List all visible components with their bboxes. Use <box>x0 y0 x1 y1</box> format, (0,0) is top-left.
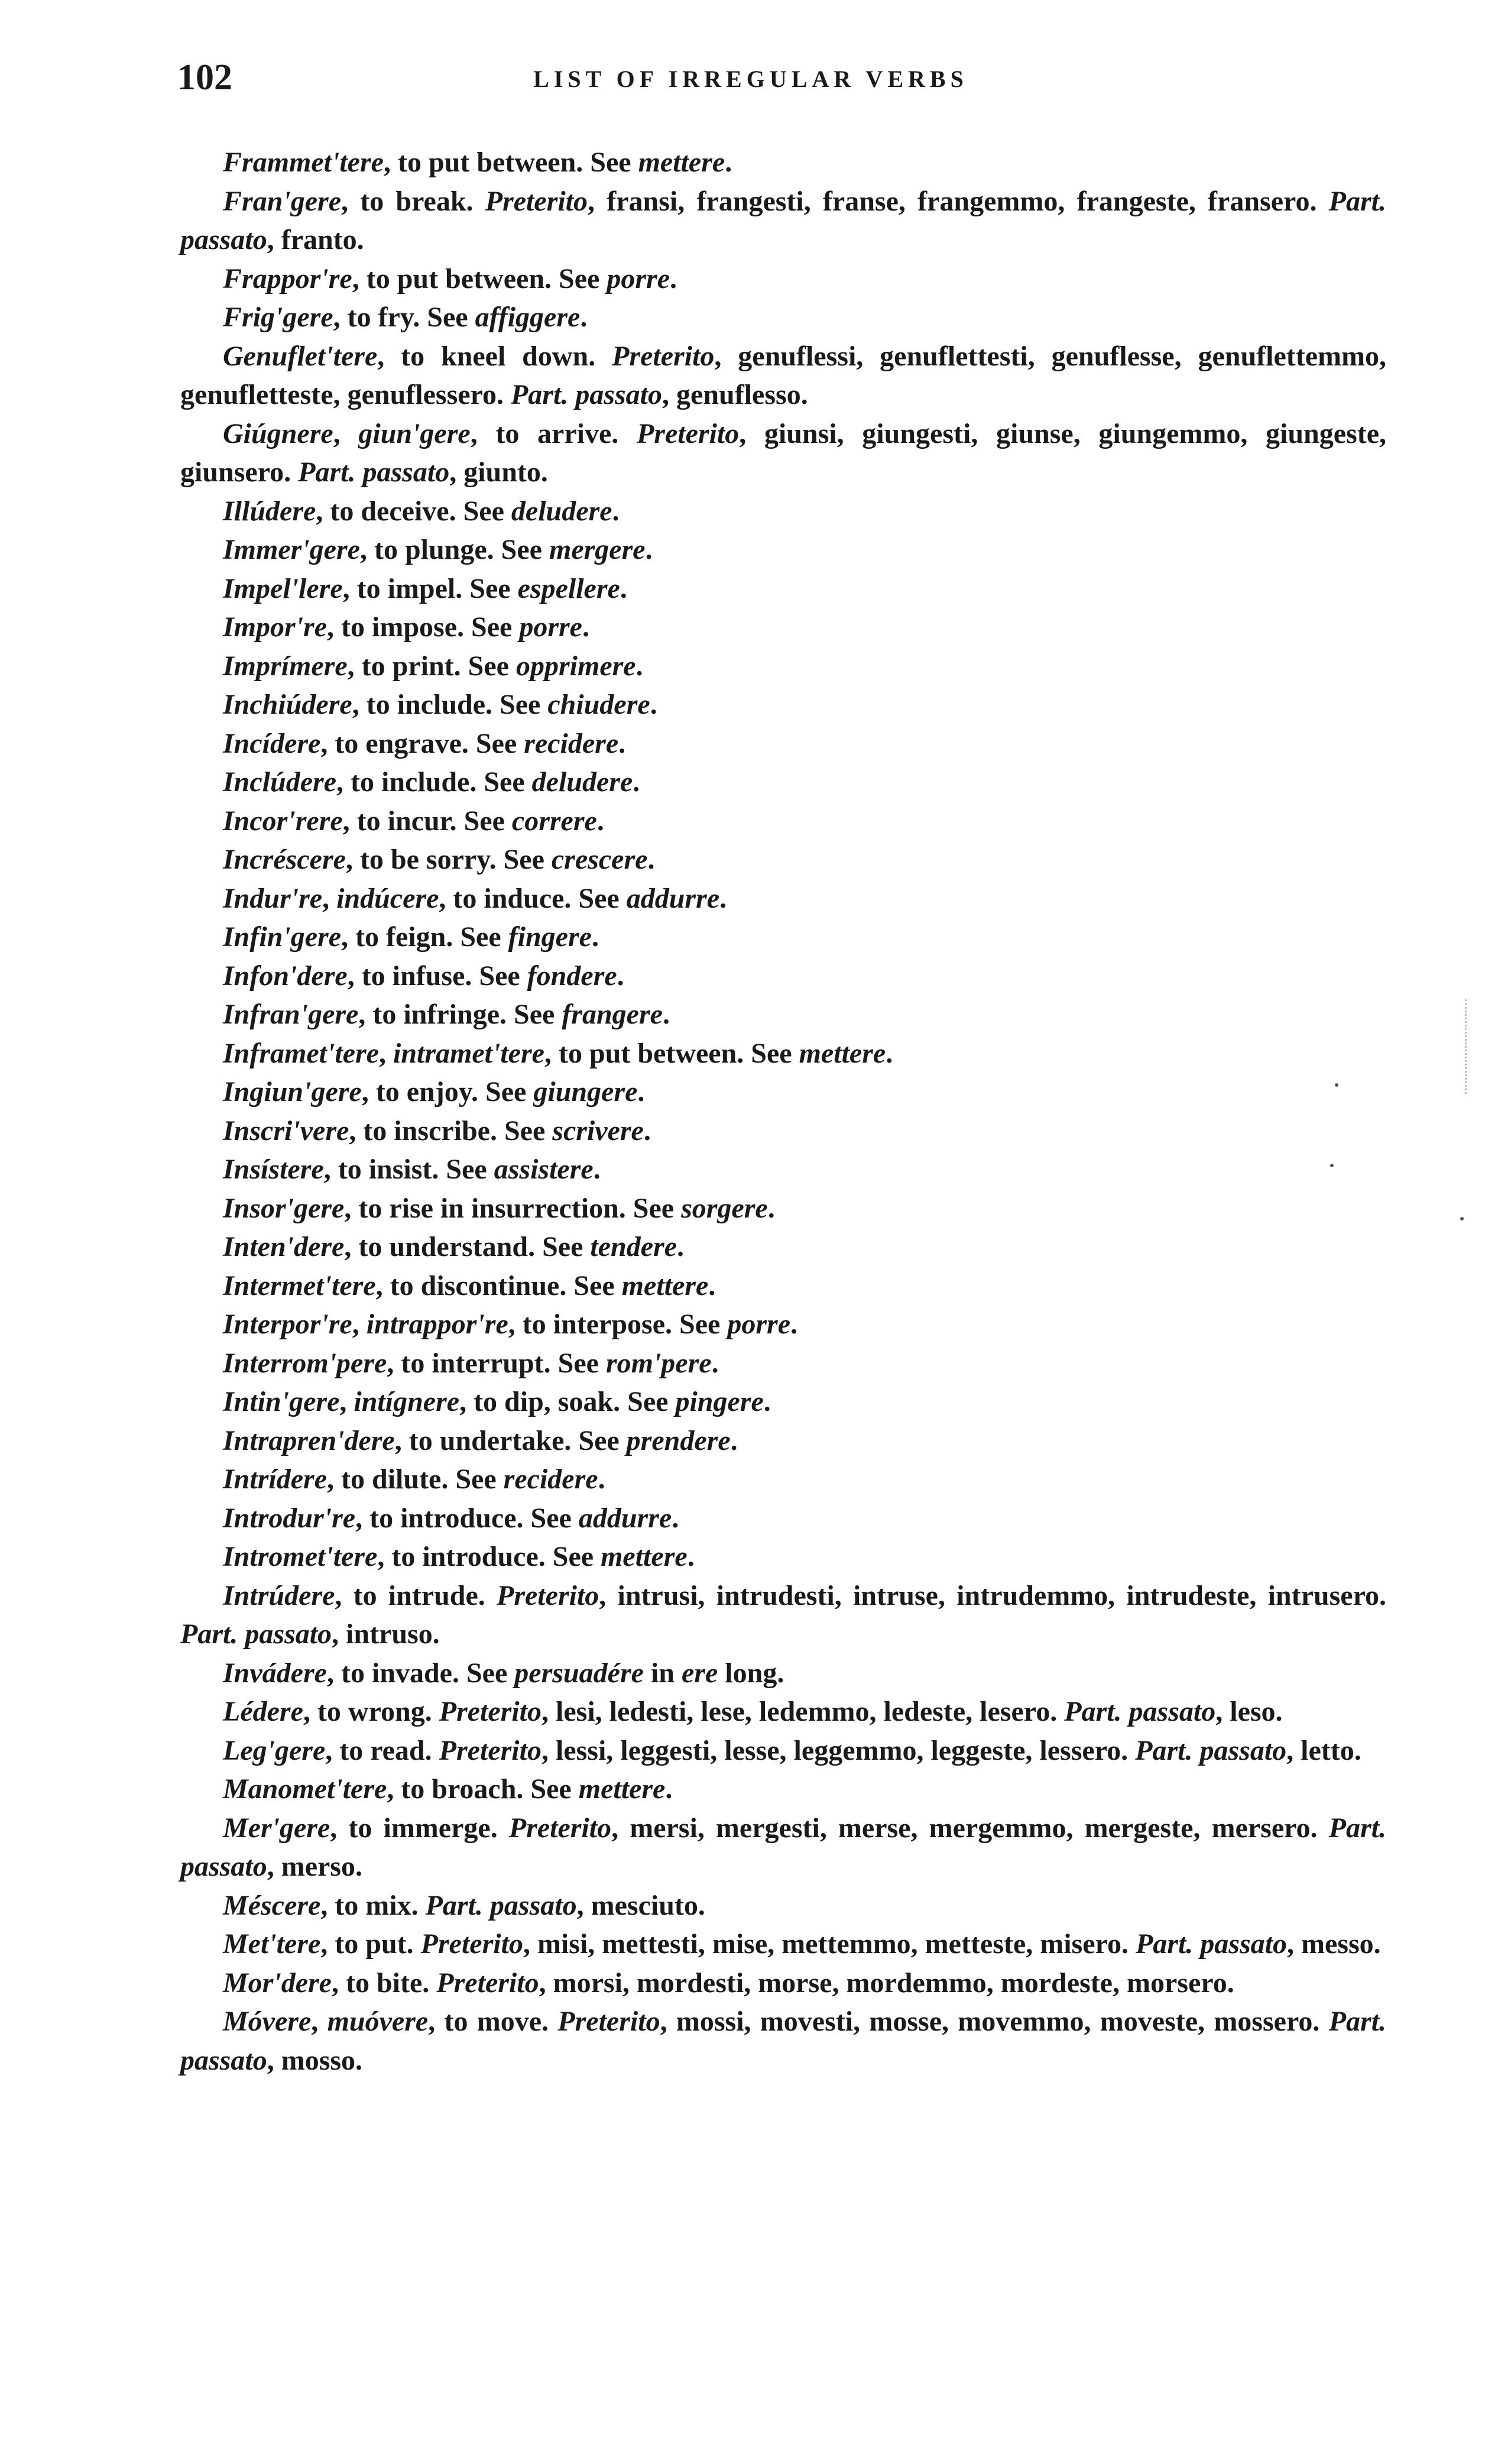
italic-term: recidere <box>524 727 619 759</box>
italic-term: Inchiúdere <box>223 689 352 720</box>
italic-term: Part. passato <box>180 1618 332 1650</box>
italic-term: Giúgnere <box>223 417 333 449</box>
entry-text: . <box>767 1192 775 1224</box>
entry-text: , to broach. See <box>387 1773 579 1805</box>
entry-text: , to engrave. See <box>320 727 524 759</box>
verb-entry <box>180 1770 1386 1809</box>
italic-term: crescere <box>551 844 648 875</box>
entry-text: , to infringe. See <box>358 999 562 1030</box>
entry-text: , intruso. <box>332 1618 440 1650</box>
italic-term: Preterito <box>436 1967 539 1999</box>
italic-term: Lédere <box>223 1696 303 1727</box>
entry-text: . <box>730 1424 738 1456</box>
italic-term: chiudere <box>547 689 650 720</box>
entry-text: , to rise in insurrection. See <box>344 1192 682 1224</box>
italic-term: Part. passato <box>180 2006 1387 2076</box>
entry-text: , to fry. See <box>333 302 475 333</box>
italic-term: affiggere <box>475 302 581 333</box>
italic-term: ere <box>681 1657 718 1689</box>
entry-text: , to interrupt. See <box>387 1347 606 1379</box>
italic-term: scrivere <box>552 1115 644 1147</box>
entry-text: , to inscribe. See <box>349 1115 553 1147</box>
italic-term: Móvere <box>223 2006 312 2037</box>
entry-text: . <box>886 1037 893 1069</box>
entry-text: , to wrong. <box>303 1696 439 1727</box>
italic-term: Preterito <box>557 2006 660 2037</box>
entry-text: , mersi, mergesti, merse, mergemmo, mergeste, mersero. <box>611 1812 1329 1844</box>
italic-term: Insístere <box>223 1154 324 1185</box>
italic-term: Part. passato <box>298 456 450 488</box>
verb-entry <box>180 840 1386 879</box>
verb-entry <box>180 647 1386 686</box>
verb-entry <box>180 1925 1386 1964</box>
entry-text: , lessi, leggesti, lesse, leggemmo, leggeste, lessero. <box>541 1734 1136 1766</box>
entry-text: . <box>708 1270 716 1301</box>
italic-term: Intrúdere <box>223 1579 335 1611</box>
italic-term: Fran'gere <box>223 185 342 217</box>
italic-term: fondere <box>527 960 617 992</box>
stray-dot <box>1335 1083 1338 1087</box>
italic-term: mettere <box>638 147 725 178</box>
verb-entry <box>180 685 1386 724</box>
italic-term: rom'pere <box>605 1347 712 1379</box>
italic-term: sorgere <box>681 1192 768 1224</box>
page-edge-mark <box>1465 999 1468 1094</box>
verb-entry <box>180 1654 1386 1693</box>
entry-text: , morsi, mordesti, morse, mordemmo, mordeste, morsero. <box>539 1967 1234 1999</box>
entry-text: , to arrive. <box>470 417 637 449</box>
italic-term: Inscri'vere <box>223 1115 349 1147</box>
entry-text: , to deceive. See <box>316 495 511 527</box>
entry-text: . <box>598 1463 605 1495</box>
entry-text: , misi, mettesti, mise, mettemmo, metteste, misero. <box>523 1928 1136 1960</box>
verb-entry <box>180 1112 1386 1151</box>
entry-text: , <box>378 1037 393 1069</box>
italic-term: Part. passato <box>425 1889 577 1921</box>
entry-text: , to infuse. See <box>347 960 527 992</box>
verb-entry <box>180 182 1386 260</box>
verb-entry <box>180 802 1386 841</box>
verb-entry <box>180 492 1386 531</box>
italic-term: Impor're <box>223 611 328 643</box>
italic-term: intramet'tere <box>393 1037 544 1069</box>
entry-text: . <box>719 882 727 914</box>
italic-term: Met'tere <box>223 1928 321 1960</box>
entry-text: , <box>311 2006 328 2037</box>
italic-term: Preterito <box>497 1579 599 1611</box>
italic-term: Intromet'tere <box>223 1541 378 1572</box>
italic-term: persuadére <box>514 1657 644 1689</box>
italic-term: prendere <box>626 1424 731 1456</box>
italic-term: mergere <box>549 534 646 565</box>
entry-text: . <box>582 611 589 643</box>
verb-entry <box>180 1731 1386 1770</box>
entry-text: , to dilute. See <box>327 1463 504 1495</box>
verb-entry <box>180 1034 1386 1073</box>
italic-term: Incor'rere <box>223 805 343 837</box>
italic-term: correre <box>511 805 597 837</box>
entry-text: , to induce. See <box>439 882 627 914</box>
verb-entry <box>180 569 1386 608</box>
entry-text: . <box>591 921 599 953</box>
entry-text: long. <box>718 1657 784 1689</box>
italic-term: Illúdere <box>223 495 316 527</box>
italic-term: addurre <box>626 882 720 914</box>
entry-text: , to impel. See <box>342 572 518 604</box>
italic-term: Méscere <box>223 1889 321 1921</box>
page-number: 102 <box>177 57 232 98</box>
italic-term: Intin'gere <box>223 1386 340 1417</box>
italic-term: Incréscere <box>223 844 346 875</box>
entry-text: , to print. See <box>347 650 516 682</box>
verb-entry <box>180 763 1386 802</box>
italic-term: Intermet'tere <box>223 1270 376 1301</box>
entry-text: . <box>618 727 626 759</box>
entry-text: . <box>665 1773 673 1805</box>
entry-text: , to bite. <box>331 1967 437 1999</box>
verb-entry <box>180 1382 1386 1422</box>
entry-text: . <box>677 1231 685 1262</box>
entry-text: , mossi, movesti, mosse, movemmo, moveste, mossero. <box>660 2006 1329 2037</box>
italic-term: Part. passato <box>180 185 1386 255</box>
verb-entry <box>180 2002 1386 2080</box>
italic-term: Part. passato <box>180 1812 1386 1882</box>
entry-text: . <box>650 689 657 720</box>
italic-term: mettere <box>578 1773 666 1805</box>
italic-term: Infran'gere <box>223 999 359 1030</box>
verb-entry <box>180 724 1386 763</box>
entry-text: , genuflessi, genuflettesti, genuflesse, genuflettemmo, genufletteste, genuflessero. <box>180 340 1387 410</box>
verb-entry <box>180 1305 1386 1344</box>
italic-term: Inframet'tere <box>223 1037 379 1069</box>
italic-term: Part. passato <box>1064 1696 1216 1727</box>
italic-term: recidere <box>503 1463 598 1495</box>
verb-entry <box>180 1344 1386 1383</box>
entry-text: , to feign. See <box>341 921 508 953</box>
entry-text: , to introduce. See <box>377 1541 601 1572</box>
stray-dot <box>1330 1164 1334 1167</box>
verb-entry <box>180 260 1386 299</box>
entry-text: , letto. <box>1286 1734 1361 1766</box>
entry-text: , to undertake. See <box>394 1424 627 1456</box>
verb-entry <box>180 1460 1386 1499</box>
italic-term: Infin'gere <box>223 921 342 953</box>
verb-entry <box>180 143 1386 182</box>
italic-term: porre <box>607 263 670 294</box>
italic-term: giungere <box>533 1076 638 1108</box>
italic-term: Mer'gere <box>223 1812 330 1844</box>
verb-entry <box>180 957 1386 996</box>
italic-term: Intrapren'dere <box>223 1424 395 1456</box>
entry-text: . <box>670 263 677 294</box>
verb-entry <box>180 1422 1386 1461</box>
italic-term: Introdur're <box>223 1502 356 1534</box>
entry-text: , to immerge. <box>330 1812 509 1844</box>
verb-entry <box>180 1073 1386 1112</box>
entry-text: , to intrude. <box>335 1579 497 1611</box>
entry-text: . <box>620 572 627 604</box>
italic-term: Interpor're <box>223 1309 352 1340</box>
verb-entry <box>180 879 1386 918</box>
italic-term: Inten'dere <box>223 1231 345 1262</box>
verb-entry <box>180 1267 1386 1306</box>
italic-term: Frig'gere <box>223 302 333 333</box>
entry-text: , <box>352 1309 367 1340</box>
entry-text: , to move. <box>428 2006 558 2037</box>
verb-entry <box>180 1150 1386 1189</box>
entry-text: , franto. <box>267 224 364 255</box>
entry-text: , merso. <box>267 1851 362 1882</box>
italic-term: giun'gere <box>358 417 471 449</box>
verb-entry <box>180 530 1386 569</box>
entry-text: , lesi, ledesti, lese, ledemmo, ledeste, lesero. <box>542 1696 1065 1727</box>
italic-term: Mor'dere <box>223 1967 332 1999</box>
verb-entry <box>180 1189 1386 1228</box>
verb-entry <box>180 608 1386 647</box>
italic-term: Intrídere <box>223 1463 328 1495</box>
italic-term: porre <box>519 611 582 643</box>
entry-text: . <box>790 1309 798 1340</box>
italic-term: Preterito <box>439 1696 542 1727</box>
italic-term: Immer'gere <box>223 534 360 565</box>
entry-text: , to introduce. See <box>355 1502 579 1534</box>
verb-entry <box>180 995 1386 1034</box>
entry-text: , to kneel down. <box>377 340 612 372</box>
entry-text: , <box>322 882 337 914</box>
entry-text: , to be sorry. See <box>345 844 552 875</box>
italic-term: pingere <box>675 1386 764 1417</box>
entry-text: , mosso. <box>267 2044 363 2076</box>
italic-term: Frammet'tere <box>223 147 384 178</box>
italic-term: Genuflet'tere <box>223 340 378 372</box>
entry-text: . <box>645 534 653 565</box>
italic-term: Imprímere <box>223 650 348 682</box>
entry-text: . <box>633 766 640 798</box>
italic-term: assistere <box>494 1154 594 1185</box>
entry-text: , fransi, frangesti, franse, frangemmo, frangeste, fransero. <box>588 185 1329 217</box>
entry-text: , to insist. See <box>323 1154 494 1185</box>
entry-text: , to put between. See <box>352 263 607 294</box>
italic-term: Insor'gere <box>223 1192 345 1224</box>
entry-text: . <box>725 147 732 178</box>
entry-text: , to plunge. See <box>359 534 549 565</box>
verb-entry <box>180 1886 1386 1925</box>
entry-text: , to interpose. See <box>508 1309 728 1340</box>
entry-text: , giunto. <box>449 456 548 488</box>
verb-entry <box>180 298 1386 337</box>
entry-text: , leso. <box>1215 1696 1283 1727</box>
entry-text: . <box>617 960 624 992</box>
entry-text: . <box>637 1076 645 1108</box>
italic-term: Part. passato <box>510 379 663 410</box>
running-head: LIST OF IRREGULAR VERBS <box>533 66 968 92</box>
entry-text: , to include. See <box>336 766 532 798</box>
verb-entry <box>180 1537 1386 1576</box>
italic-term: Incídere <box>223 727 321 759</box>
entry-text: in <box>643 1657 682 1689</box>
entry-text: . <box>647 844 655 875</box>
entry-text: . <box>687 1541 695 1572</box>
entry-text: . <box>596 805 604 837</box>
entry-text: , to put between. See <box>383 147 638 178</box>
stray-dot <box>1460 1217 1464 1220</box>
entry-text: , to put. <box>320 1928 421 1960</box>
italic-term: fingere <box>508 921 592 953</box>
italic-term: Inclúdere <box>223 766 336 798</box>
entry-text: , intrusi, intrudesti, intruse, intrudemmo, intrudeste, intrusero. <box>599 1579 1386 1611</box>
verb-entry <box>180 337 1386 415</box>
entry-text: , to incur. See <box>342 805 512 837</box>
italic-term: Preterito <box>439 1734 542 1766</box>
italic-term: opprimere <box>515 650 636 682</box>
italic-term: intígnere <box>354 1386 460 1417</box>
italic-term: Indur're <box>223 882 323 914</box>
italic-term: Interrom'pere <box>223 1347 387 1379</box>
entry-text: , <box>333 417 359 449</box>
verb-entry <box>180 1692 1386 1731</box>
italic-term: Impel'lere <box>223 572 343 604</box>
verb-entry <box>180 1964 1386 2003</box>
entry-text: , to put between. See <box>544 1037 799 1069</box>
italic-term: porre <box>727 1309 791 1340</box>
entry-text: , genuflesso. <box>662 379 808 410</box>
entry-text: . <box>612 495 620 527</box>
entry-text: . <box>662 999 670 1030</box>
italic-term: Preterito <box>612 340 715 372</box>
italic-term: frangere <box>562 999 663 1030</box>
entry-text: . <box>763 1386 771 1417</box>
italic-term: Frappor're <box>223 263 352 294</box>
entry-text: . <box>643 1115 651 1147</box>
italic-term: intrappor're <box>366 1309 508 1340</box>
entry-text: , to discontinue. See <box>375 1270 622 1301</box>
page-header <box>177 57 1312 104</box>
italic-term: Manomet'tere <box>223 1773 387 1805</box>
entry-text: , to understand. See <box>344 1231 591 1262</box>
entry-text: . <box>711 1347 719 1379</box>
italic-term: mettere <box>799 1037 886 1069</box>
entry-text: , to mix. <box>320 1889 426 1921</box>
entry-text: , to read. <box>325 1734 439 1766</box>
italic-term: espellere <box>517 572 620 604</box>
italic-term: deludere <box>511 495 612 527</box>
verb-entry <box>180 415 1386 492</box>
italic-term: tendere <box>590 1231 677 1262</box>
italic-term: Part. passato <box>1135 1928 1287 1960</box>
italic-term: addurre <box>578 1502 672 1534</box>
entry-text: . <box>580 302 588 333</box>
entry-text: . <box>635 650 643 682</box>
verb-entry <box>180 1499 1386 1538</box>
verb-entry <box>180 1809 1386 1886</box>
italic-term: mettere <box>601 1541 688 1572</box>
entry-text: , giunsi, giungesti, giunse, giungemmo, giungeste, giunsero. <box>180 417 1387 488</box>
italic-term: Preterito <box>508 1812 612 1844</box>
italic-term: Invádere <box>223 1657 327 1689</box>
italic-term: Infon'dere <box>223 960 348 992</box>
entry-text: , to enjoy. See <box>361 1076 534 1108</box>
verb-entry <box>180 1228 1386 1267</box>
verb-entry <box>180 1576 1386 1654</box>
verb-entry-list <box>180 143 1386 2080</box>
italic-term: muóvere <box>327 2006 429 2037</box>
italic-term: Preterito <box>636 417 740 449</box>
entry-text: , to dip, soak. See <box>459 1386 676 1417</box>
italic-term: Ingiun'gere <box>223 1076 362 1108</box>
italic-term: Preterito <box>420 1928 523 1960</box>
entry-text: , to include. See <box>352 689 548 720</box>
entry-text: , messo. <box>1286 1928 1381 1960</box>
italic-term: deludere <box>531 766 633 798</box>
entry-text: , <box>339 1386 354 1417</box>
entry-text: . <box>672 1502 679 1534</box>
italic-term: Preterito <box>485 185 588 217</box>
entry-text: , to invade. See <box>326 1657 515 1689</box>
italic-term: indúcere <box>336 882 439 914</box>
entry-text: , to break. <box>341 185 485 217</box>
verb-entry <box>180 918 1386 957</box>
entry-text: . <box>593 1154 601 1185</box>
italic-term: Part. passato <box>1135 1734 1287 1766</box>
italic-term: mettere <box>621 1270 709 1301</box>
entry-text: , mesciuto. <box>576 1889 705 1921</box>
entry-text: , to impose. See <box>327 611 520 643</box>
italic-term: Leg'gere <box>223 1734 326 1766</box>
